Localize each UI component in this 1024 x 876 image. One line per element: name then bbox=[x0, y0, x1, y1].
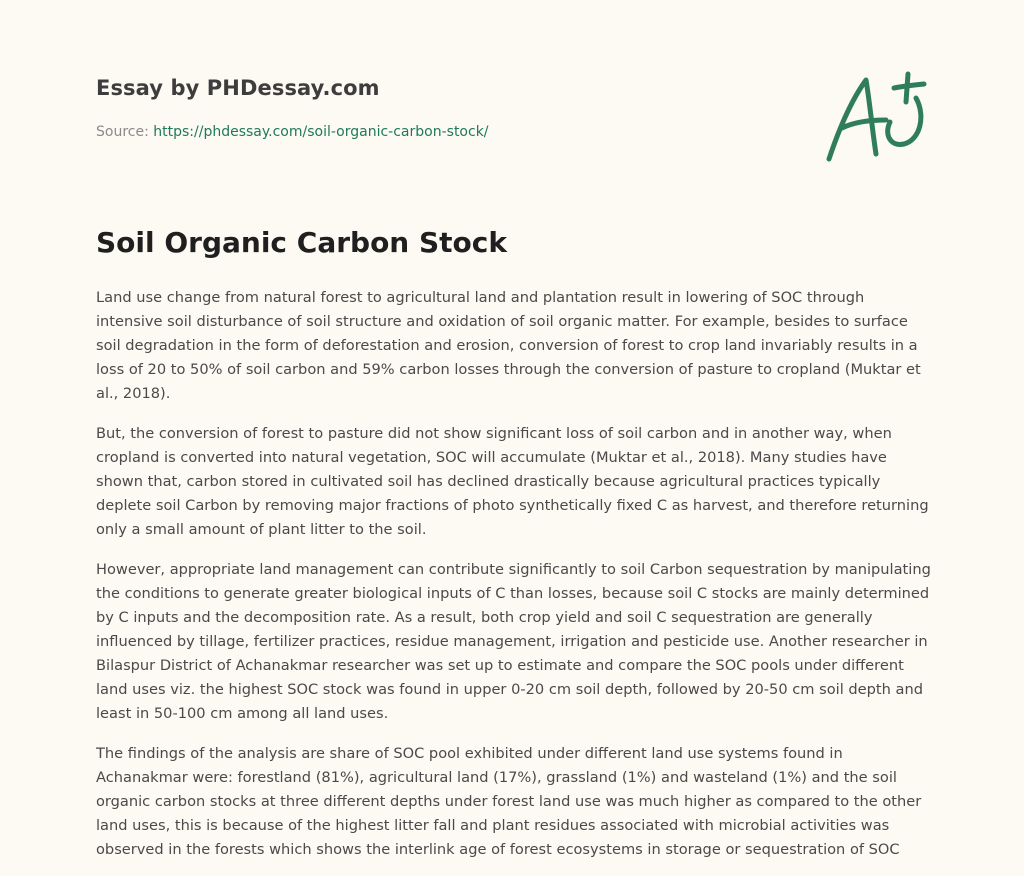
paragraph: But, the conversion of forest to pasture did not show significant loss of soil carbon and in another way, when cropland is converted into natural vegetation, SOC will accumulate (Muktar et al., 2018). Many studies have shown that, carbon stored in cultivated soil has declined drastically because agricultural practices typically deplete soil Carbon by removing major fractions of photo synthetically fixed C as harvest, and therefore returning only a small amount of plant litter to the soil. bbox=[96, 425, 929, 538]
article-title: Soil Organic Carbon Stock bbox=[96, 226, 507, 259]
paragraph: The findings of the analysis are share of SOC pool exhibited under different land use systems found in Achanakmar were: forestland (81%), agricultural land (17%), grassland (1%) and wasteland (1%) and the soil organic carbon stocks at three different depths under forest land use was much higher as compared to the other land uses, this is because of the highest litter fall and plant residues associated with microbial activities was observed in the forests which shows the interlink age of forest ecosystems in storage or sequestration of SOC bbox=[96, 745, 922, 858]
source-label: Source: bbox=[96, 124, 154, 140]
paragraph: Land use change from natural forest to agricultural land and plantation result in lowering of SOC through intensive soil disturbance of soil structure and oxidation of soil organic matter. For example, besides to surface soil degradation in the form of deforestation and erosion, conversion of forest to crop land invariably results in a loss of 20 to 50% of soil carbon and 59% carbon losses through the conversion of pasture to cropland (Muktar et al., 2018). bbox=[96, 289, 921, 402]
article-body bbox=[96, 286, 932, 876]
paragraph: However, appropriate land management can contribute significantly to soil Carbon sequestration by manipulating the conditions to generate greater biological inputs of C than losses, because soil C stocks are mainly determined by C inputs and the decomposition rate. As a result, both crop yield and soil C sequestration are generally influenced by tillage, fertilizer practices, residue management, irrigation and pesticide use. Another researcher in Bilaspur District of Achanakmar researcher was set up to estimate and compare the SOC pools under different land uses viz. the highest SOC stock was found in upper 0-20 cm soil depth, followed by 20-50 cm soil depth and least in 50-100 cm among all land uses. bbox=[96, 561, 931, 722]
source-link[interactable]: https://phdessay.com/soil-organic-carbon-stock/ bbox=[153, 124, 489, 140]
a-plus-logo-icon bbox=[820, 64, 930, 168]
brand-title: Essay by PHDessay.com bbox=[96, 76, 380, 100]
source-line bbox=[96, 124, 489, 140]
